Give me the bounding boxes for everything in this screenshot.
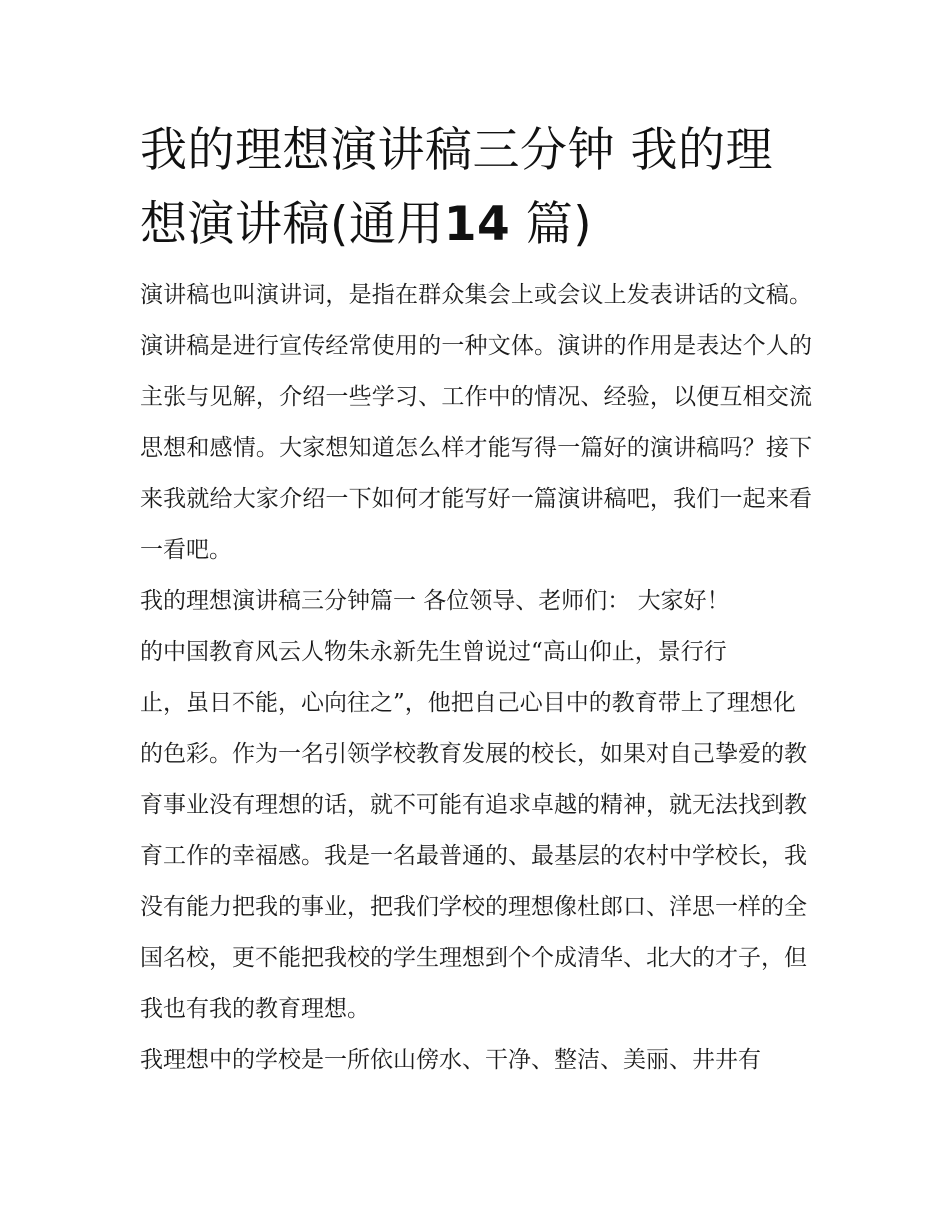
document-content xyxy=(140,114,812,1086)
intro-paragraph: 演讲稿也叫演讲词，是指在群众集会上或会议上发表讲话的文稿。演讲稿是进行宣传经常使用的一种文体。演讲的作用是表达个人的主张与见解，介绍一些学习、工作中的情况、经验，以便互相交流思想和感情。大家想知道怎么样才能写得一篇好的演讲稿吗？接下来我就给大家介绍一下如何才能写好一篇演讲稿吧，我们一起来看一看吧。 xyxy=(140,282,812,563)
title-text-part2: 篇) xyxy=(510,197,593,252)
paragraph-2: 我理想中的学校是一所依山傍水、干净、整洁、美丽、井井有 xyxy=(140,1047,761,1073)
section-heading: 我的理想演讲稿三分钟篇一 各位领导、老师们： 大家好！ xyxy=(140,588,730,614)
paragraph-1-body: 止，虽日不能，心向往之”，他把自己心目中的教育带上了理想化的色彩。作为一名引领学校教育发展的校长，如果对自己挚爱的教育事业没有理想的话，就不可能有追求卓越的精神，就无法找到教育工作的幸福感。我是一名最普通的、最基层的农村中学校长，我没有能力把我的事业，把我们学校的理想像杜郎口、洋思一样的全国名校，更不能把我校的学生理想到个个成清华、北大的才子，但我也有我的教育理想。 xyxy=(140,690,807,1022)
document-title xyxy=(140,114,812,262)
title-number: 14 xyxy=(443,197,511,252)
paragraph-1-first-line: 的中国教育风云人物朱永新先生曾说过“高山仰止，景行行 xyxy=(140,639,727,665)
title-text-part1: 我的理想演讲稿三分钟 我的理想演讲稿(通用 xyxy=(140,123,773,252)
